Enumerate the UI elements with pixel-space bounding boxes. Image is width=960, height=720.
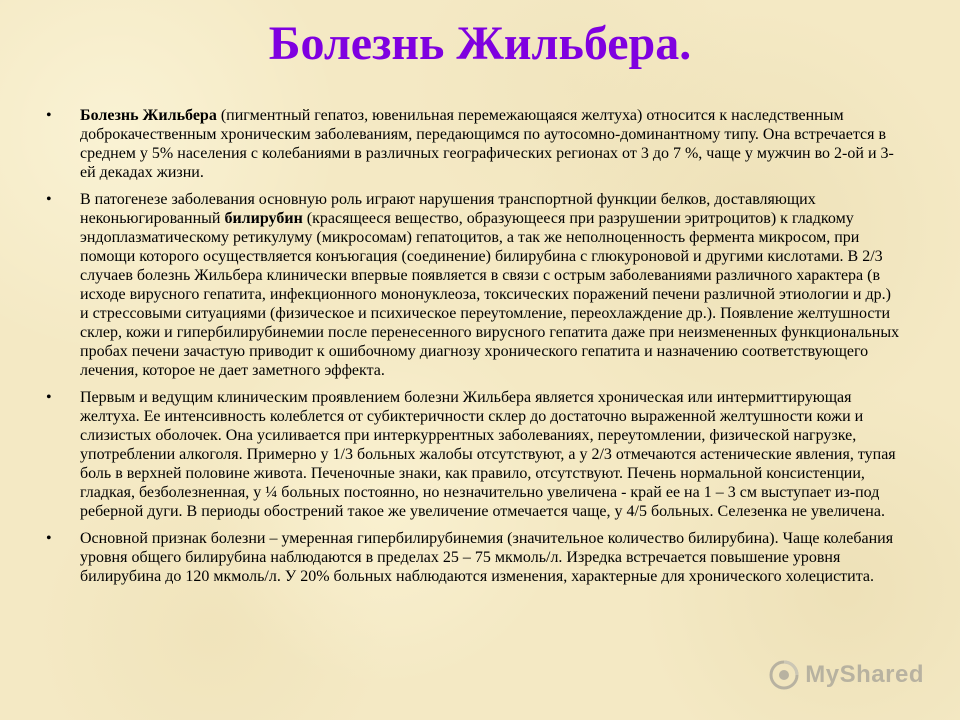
bullet-list: [46, 106, 902, 594]
item-lead-bold: Болезнь Жильбера: [80, 107, 217, 124]
bullet-icon: •: [46, 107, 52, 124]
watermark: [769, 660, 924, 690]
bullet-icon: •: [46, 530, 52, 547]
item-text: Первым и ведущим клиническим проявлением болезни Жильбера является хроническая или интермиттирующая желтуха. Ее интенсивность колеблется от субиктеричности склер до достаточно выраженной желтушности кожи и слизистых оболочек. Она усиливается при интеркуррентных заболеваниях, переутомлении, физической нагрузке, употреблении алкоголя. Примерно у 1/3 больных жалобы отсутствуют, а у 2/3 отмечаются астенические явления, тупая боль в верхней половине живота. Печеночные знаки, как правило, отсутствуют. Печень нормальной консистенции, гладкая, безболезненная, у ¼ больных постоянно, но незначительно увеличена - край ее на 1 – 3 см выступает из-под реберной дуги. В периоды обострений такое же увеличение отмечается чаще, у 4/5 больных. Селезенка не увеличена.: [80, 389, 896, 520]
item-bold-term: билирубин: [224, 210, 303, 227]
item-text-after: (красящееся вещество, образующееся при разрушении эритроцитов) к гладкому эндоплазматическому ретикулуму (микросомам) гепатоцитов, а так же неполноценность фермента микросом, при помощи которого осуществляется конъюгация (соединение) билирубина с глюкуроновой и другими кислотами. В 2/3 случаев болезнь Жильбера клинически впервые появляется в связи с острым заболеваниями различного характера (в исходе вирусного гепатита, инфекционного мононуклеоза, токсических поражений печени различной этиологии и др.) и стрессовыми ситуациями (физическое и психическое переутомление, переохлаждение др.). Появление желтушности склер, кожи и гипербилирубинемии после перенесенного вирусного гепатита даже при неизмененных функциональных пробах печени зачастую приводит к ошибочному диагнозу хронического гепатита и назначению соответствующего лечения, которое не дает заметного эффекта.: [80, 210, 900, 379]
list-item: [46, 529, 902, 586]
bullet-icon: •: [46, 389, 52, 406]
watermark-text: MyShared: [805, 661, 924, 688]
item-text: (пигментный гепатоз, ювенильная перемежающаяся желтуха) относится к наследственным доброкачественным хроническим заболеваниям, передающимся по аутосомно-доминантному типу. Она встречается в среднем у 5% населения с колебаниями в различных географических регионах от 3 до 7 %, чаще у мужчин во 2-ой и 3-ей декадах жизни.: [80, 107, 894, 181]
list-item: [46, 388, 902, 521]
list-item: [46, 190, 902, 380]
slide-title: Болезнь Жильбера.: [268, 17, 692, 70]
bullet-icon: •: [46, 191, 52, 208]
item-text-before: В патогенезе заболевания основную роль играют нарушения транспортной функции белков, доставляющих неконьюгированный: [80, 191, 816, 227]
item-text: Основной признак болезни – умеренная гипербилирубинемия (значительное количество билирубина). Чаще колебания уровня общего билирубина наблюдаются в пределах 25 – 75 мкмоль/л. Изредка встречается повышение уровня билирубина до 120 мкмоль/л. У 20% больных наблюдаются изменения, характерные для хронического холецистита.: [80, 530, 894, 585]
list-item: [46, 106, 902, 182]
myshared-logo-icon: [769, 660, 799, 690]
